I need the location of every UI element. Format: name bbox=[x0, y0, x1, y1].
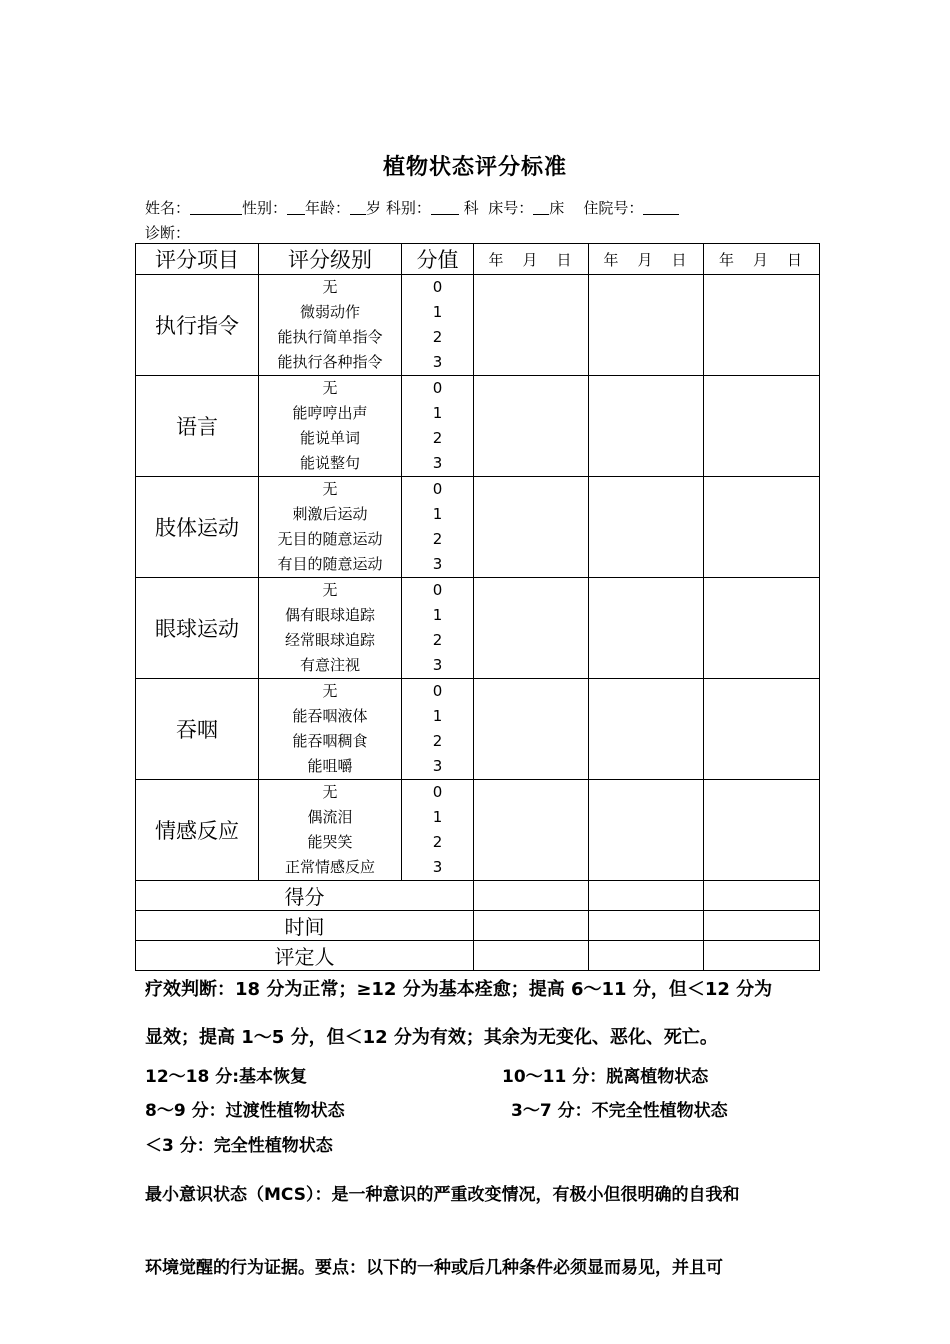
header-date-3: 年 月 日 bbox=[704, 244, 820, 275]
grade-complete: ＜3 分：完全性植物状态 bbox=[145, 1136, 333, 1156]
item-name: 情感反应 bbox=[136, 780, 259, 881]
assessor-row bbox=[136, 941, 820, 971]
inpatient-field[interactable] bbox=[643, 200, 679, 215]
assessor-label: 评定人 bbox=[136, 941, 474, 971]
dept-label: 科别： bbox=[385, 199, 431, 217]
item-values bbox=[402, 376, 474, 477]
score-value: 3 bbox=[432, 454, 443, 472]
level-label: 无 bbox=[322, 783, 338, 801]
grade-incomplete: 3～7 分：不完全性植物状态 bbox=[511, 1101, 728, 1121]
grade-transitional: 8～9 分：过渡性植物状态 bbox=[145, 1101, 345, 1121]
date-score-cell-1[interactable] bbox=[474, 376, 589, 477]
score-value: 1 bbox=[432, 505, 443, 523]
name-field[interactable] bbox=[190, 200, 242, 215]
date-score-cell-3[interactable] bbox=[704, 578, 820, 679]
score-value: 2 bbox=[432, 328, 443, 346]
item-name: 吞咽 bbox=[136, 679, 259, 780]
date-score-cell-2[interactable] bbox=[589, 780, 704, 881]
date-score-cell-2[interactable] bbox=[589, 578, 704, 679]
item-levels bbox=[259, 780, 402, 881]
table-row bbox=[136, 578, 820, 679]
time-cell-3[interactable] bbox=[704, 911, 820, 941]
score-value: 3 bbox=[432, 757, 443, 775]
inpatient-label: 住院号： bbox=[583, 199, 644, 217]
assessor-cell-2[interactable] bbox=[589, 941, 704, 971]
level-label: 无 bbox=[322, 581, 338, 599]
assessor-cell-3[interactable] bbox=[704, 941, 820, 971]
item-values bbox=[402, 780, 474, 881]
header-value: 分值 bbox=[402, 244, 474, 275]
table-header-row bbox=[136, 244, 820, 275]
score-value: 3 bbox=[432, 656, 443, 674]
score-cell-1[interactable] bbox=[474, 881, 589, 911]
time-label: 时间 bbox=[136, 911, 474, 941]
efficacy-text-1: 疗效判断：18 分为正常；≥12 分为基本痊愈；提高 6～11 分，但＜12 分为 bbox=[145, 979, 773, 1000]
level-label: 无 bbox=[322, 278, 338, 296]
date-score-cell-1[interactable] bbox=[474, 477, 589, 578]
score-row bbox=[136, 881, 820, 911]
item-name: 肢体运动 bbox=[136, 477, 259, 578]
score-value: 2 bbox=[432, 833, 443, 851]
level-label: 偶有眼球追踪 bbox=[284, 606, 375, 624]
date-score-cell-1[interactable] bbox=[474, 275, 589, 376]
level-label: 微弱动作 bbox=[299, 303, 360, 321]
date-score-cell-2[interactable] bbox=[589, 477, 704, 578]
table-row bbox=[136, 679, 820, 780]
level-label: 刺激后运动 bbox=[292, 505, 368, 523]
bed-unit: 床 bbox=[549, 199, 565, 217]
score-value: 2 bbox=[432, 530, 443, 548]
date-score-cell-1[interactable] bbox=[474, 578, 589, 679]
level-label: 正常情感反应 bbox=[284, 858, 375, 876]
mcs-text-2: 环境觉醒的行为证据。要点：以下的一种或后几种条件必须显而易见，并且可 bbox=[145, 1258, 723, 1278]
date-score-cell-3[interactable] bbox=[704, 679, 820, 780]
item-name: 执行指令 bbox=[136, 275, 259, 376]
bed-label: 床号： bbox=[488, 199, 534, 217]
score-value: 0 bbox=[432, 278, 443, 296]
time-cell-2[interactable] bbox=[589, 911, 704, 941]
level-label: 无 bbox=[322, 379, 338, 397]
date-score-cell-3[interactable] bbox=[704, 780, 820, 881]
age-field[interactable] bbox=[350, 200, 366, 215]
item-name: 语言 bbox=[136, 376, 259, 477]
level-label: 能咀嚼 bbox=[307, 757, 353, 775]
item-levels bbox=[259, 376, 402, 477]
table-row bbox=[136, 477, 820, 578]
time-row bbox=[136, 911, 820, 941]
time-cell-1[interactable] bbox=[474, 911, 589, 941]
score-value: 2 bbox=[432, 732, 443, 750]
dept-unit: 科 bbox=[463, 199, 479, 217]
score-cell-2[interactable] bbox=[589, 881, 704, 911]
score-value: 0 bbox=[432, 783, 443, 801]
level-label: 偶流泪 bbox=[307, 808, 353, 826]
table-row bbox=[136, 376, 820, 477]
header-date-1: 年 月 日 bbox=[474, 244, 589, 275]
level-label: 能吞咽稠食 bbox=[292, 732, 368, 750]
score-value: 2 bbox=[432, 429, 443, 447]
header-level: 评分级别 bbox=[259, 244, 402, 275]
level-label: 能说整句 bbox=[299, 454, 360, 472]
item-values bbox=[402, 578, 474, 679]
date-score-cell-1[interactable] bbox=[474, 780, 589, 881]
date-score-cell-1[interactable] bbox=[474, 679, 589, 780]
date-score-cell-3[interactable] bbox=[704, 477, 820, 578]
diagnosis-label: 诊断： bbox=[145, 224, 191, 242]
score-value: 0 bbox=[432, 581, 443, 599]
score-value: 3 bbox=[432, 858, 443, 876]
table-row bbox=[136, 780, 820, 881]
item-name: 眼球运动 bbox=[136, 578, 259, 679]
level-label: 无 bbox=[322, 682, 338, 700]
age-label: 年龄： bbox=[305, 199, 351, 217]
bed-field[interactable] bbox=[533, 200, 549, 215]
score-table bbox=[135, 243, 820, 971]
item-levels bbox=[259, 578, 402, 679]
level-label: 无目的随意运动 bbox=[277, 530, 383, 548]
age-unit: 岁 bbox=[366, 199, 382, 217]
item-values bbox=[402, 275, 474, 376]
dept-field[interactable] bbox=[431, 200, 459, 215]
score-value: 0 bbox=[432, 379, 443, 397]
item-levels bbox=[259, 477, 402, 578]
efficacy-text-2: 显效；提高 1～5 分，但＜12 分为有效；其余为无变化、恶化、死亡。 bbox=[145, 1027, 718, 1048]
mcs-text-1: 最小意识状态（MCS）：是一种意识的严重改变情况，有极小但很明确的自我和 bbox=[145, 1185, 740, 1205]
score-value: 0 bbox=[432, 682, 443, 700]
score-value: 2 bbox=[432, 631, 443, 649]
level-label: 有意注视 bbox=[299, 656, 360, 674]
table-row bbox=[136, 275, 820, 376]
item-values bbox=[402, 477, 474, 578]
score-value: 1 bbox=[432, 303, 443, 321]
score-value: 0 bbox=[432, 480, 443, 498]
level-label: 能哭笑 bbox=[307, 833, 353, 851]
score-value: 1 bbox=[432, 404, 443, 422]
date-score-cell-2[interactable] bbox=[589, 275, 704, 376]
sex-field[interactable] bbox=[287, 200, 305, 215]
level-label: 有目的随意运动 bbox=[277, 555, 383, 573]
score-cell-3[interactable] bbox=[704, 881, 820, 911]
date-score-cell-3[interactable] bbox=[704, 376, 820, 477]
grade-basic-recovery: 12～18 分:基本恢复 bbox=[145, 1067, 308, 1087]
level-label: 能执行各种指令 bbox=[277, 353, 383, 371]
item-levels bbox=[259, 679, 402, 780]
level-label: 能吞咽液体 bbox=[292, 707, 368, 725]
score-value: 1 bbox=[432, 707, 443, 725]
date-score-cell-2[interactable] bbox=[589, 376, 704, 477]
score-value: 1 bbox=[432, 606, 443, 624]
grade-out-of-vs: 10～11 分：脱离植物状态 bbox=[502, 1067, 709, 1087]
diagnosis-line bbox=[145, 222, 190, 243]
level-label: 能哼哼出声 bbox=[292, 404, 368, 422]
level-label: 经常眼球追踪 bbox=[284, 631, 375, 649]
name-label: 姓名： bbox=[145, 199, 191, 217]
date-score-cell-3[interactable] bbox=[704, 275, 820, 376]
score-value: 3 bbox=[432, 353, 443, 371]
sex-label: 性别： bbox=[242, 199, 288, 217]
score-label: 得分 bbox=[136, 881, 474, 911]
assessor-cell-1[interactable] bbox=[474, 941, 589, 971]
item-levels bbox=[259, 275, 402, 376]
header-date-2: 年 月 日 bbox=[589, 244, 704, 275]
level-label: 能说单词 bbox=[299, 429, 360, 447]
level-label: 能执行简单指令 bbox=[277, 328, 383, 346]
score-value: 3 bbox=[432, 555, 443, 573]
header-item: 评分项目 bbox=[136, 244, 259, 275]
patient-info-line bbox=[145, 197, 679, 218]
item-values bbox=[402, 679, 474, 780]
page-title: 植物状态评分标准 bbox=[382, 155, 567, 180]
date-score-cell-2[interactable] bbox=[589, 679, 704, 780]
level-label: 无 bbox=[322, 480, 338, 498]
score-value: 1 bbox=[432, 808, 443, 826]
